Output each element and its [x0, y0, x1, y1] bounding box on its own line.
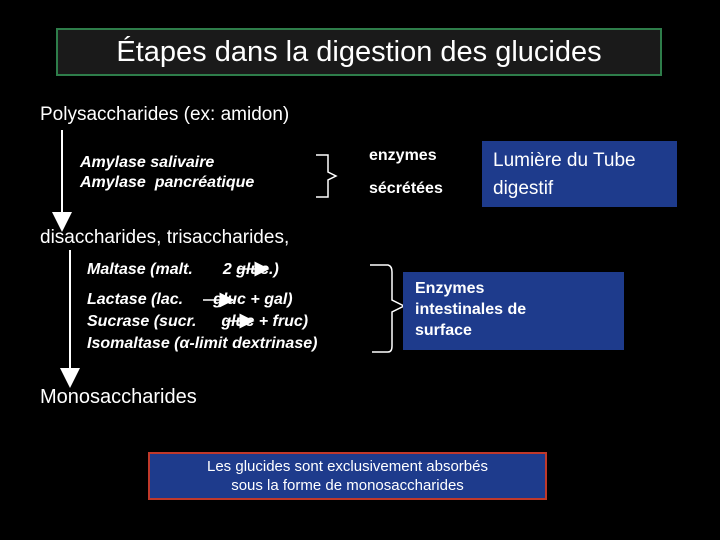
lactase-enzyme: Lactase (lac. [87, 291, 184, 308]
lumiere-box [482, 141, 677, 207]
amylase-group [80, 153, 254, 193]
polysaccharides-label: Polysaccharides (ex: amidon) [40, 104, 290, 125]
alpha-symbol: α [179, 335, 190, 352]
isomaltase-enzyme: Isomaltase ( [87, 335, 180, 352]
brace-2 [370, 265, 404, 352]
reaction-maltase [87, 260, 279, 280]
sucrase-enzyme: Sucrase (sucr. [87, 313, 197, 330]
footnote-line-2: sous la forme de monosaccharides [231, 477, 464, 494]
maltase-enzyme: Maltase (malt. [87, 261, 193, 278]
lumiere-line-1: Lumière du Tube [493, 150, 636, 171]
reaction-lactase [87, 290, 293, 310]
enzymes-surface-line-2: intestinales de [415, 301, 527, 318]
monosaccharides-label: Monosaccharides [40, 386, 197, 408]
enzymes-label: enzymes [369, 147, 437, 164]
maltase-product: 2 gluc.) [222, 261, 279, 278]
sucrase-product: gluc + fruc) [221, 313, 309, 330]
brace-1 [316, 155, 336, 197]
amylase-pancreatique: Amylase pancréatique [80, 174, 255, 191]
footnote-box [148, 452, 547, 500]
enzymes-surface-line-1: Enzymes [415, 280, 485, 297]
reaction-isomaltase [87, 334, 317, 354]
reaction-sucrase [87, 312, 308, 332]
footnote-line-1: Les glucides sont exclusivement absorbés [207, 458, 488, 475]
enzymes-surface-line-3: surface [415, 322, 472, 339]
page-title: Étapes dans la digestion des glucides [116, 35, 602, 68]
isomaltase-product: -limit dextrinase) [189, 335, 318, 352]
amylase-salivaire: Amylase salivaire [80, 154, 215, 171]
disaccharides-label: disaccharides, trisaccharides, [40, 227, 290, 248]
lactase-product: gluc + gal) [213, 291, 293, 308]
secretees-label: sécrétées [369, 180, 443, 197]
enzymes-surface-box [403, 272, 624, 350]
lumiere-line-2: digestif [493, 178, 554, 199]
